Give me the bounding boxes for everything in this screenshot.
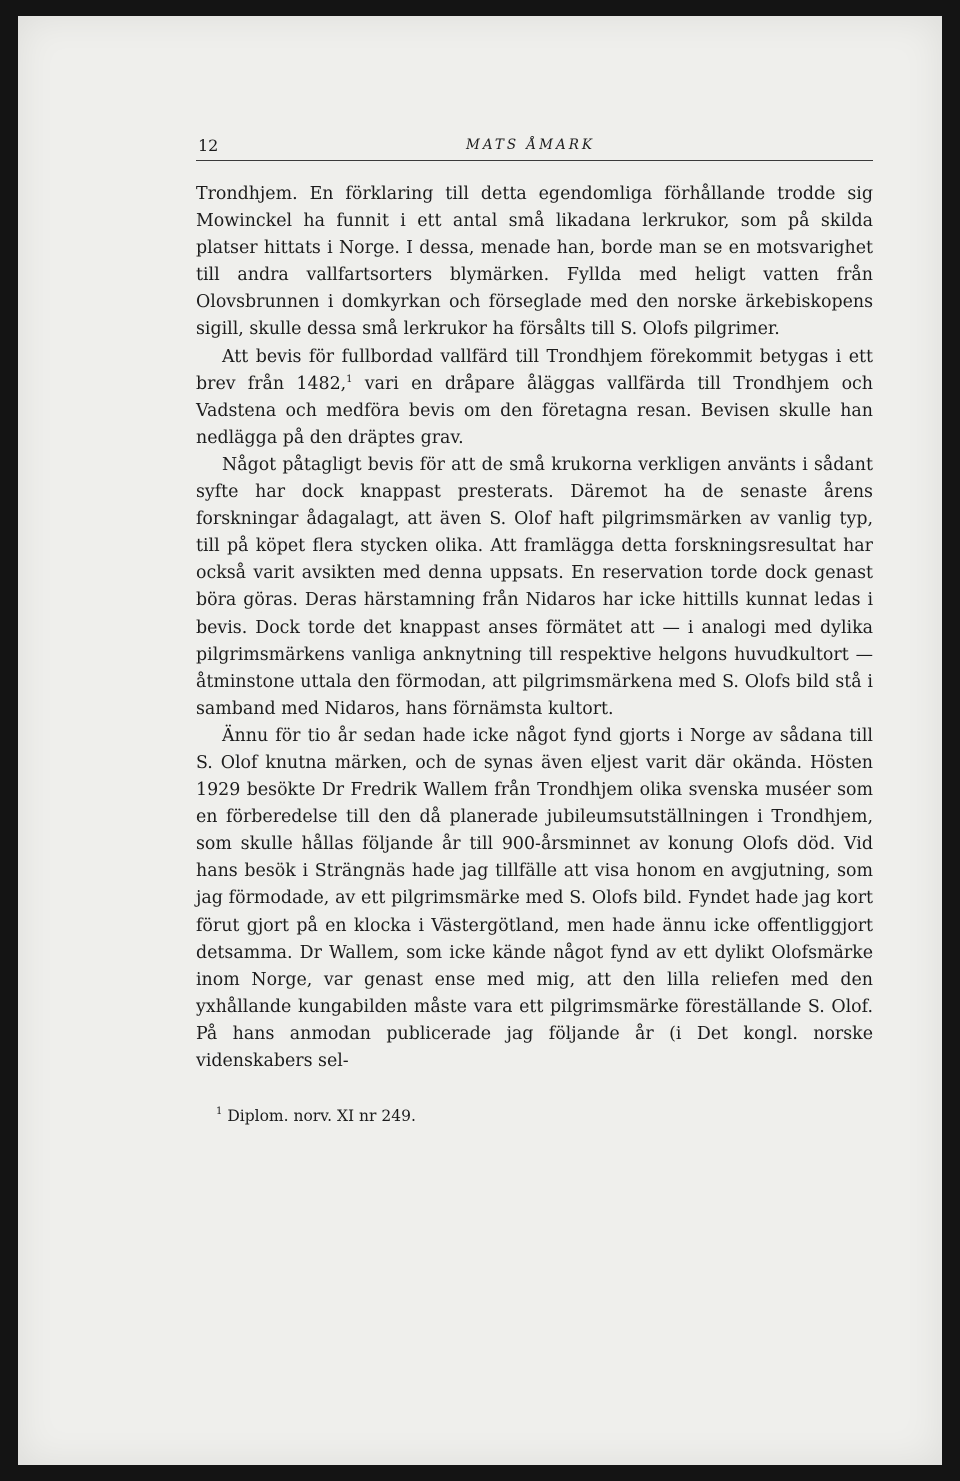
footnote-reference: 1 (346, 373, 353, 385)
page-header (196, 134, 873, 161)
paragraph-text: Att bevis för fullbordad vallfärd till Trondhjem förekommit betygas i ett brev från 1482, (196, 346, 873, 394)
book-page (18, 16, 942, 1465)
paragraph (196, 344, 873, 452)
footnote (196, 1105, 873, 1127)
running-title: MATS ÅMARK (466, 137, 595, 153)
footnote-text: Diplom. norv. XI nr 249. (227, 1107, 416, 1126)
footnote-marker: 1 (216, 1106, 223, 1118)
paragraph: Något påtagligt bevis för att de små krukorna verkligen använts i sådant syfte har dock knappast presterats. Däremot ha de senaste årens forskningar ådagalagt, att även S. Olof haft pilgrimsmärken av vanlig typ, till på köpet flera stycken olika. Att framlägga detta forskningsresultat har också varit avsikten med denna uppsats. En reservation torde dock genast böra göras. Deras härstamning från Nidaros har icke hittills kunnat ledas i bevis. Dock torde det knappast anses förmätet att — i analogi med dylika pilgrimsmärkens vanliga anknytning till respektive helgons huvudkultort — åtminstone uttala den förmodan, att pilgrimsmärkena med S. Olofs bild stå i samband med Nidaros, hans förnämsta kultort. (196, 454, 873, 719)
paragraph: Ännu för tio år sedan hade icke något fynd gjorts i Norge av sådana till S. Olof knutna märken, och de synas även eljest varit där okända. Hösten 1929 besökte Dr Fredrik Wallem från Trondhjem olika svenska muséer som en förberedelse till den då planerade jubileumsutställningen i Trondhjem, som skulle hållas följande år till 900-årsminnet av konung Olofs död. Vid hans besök i Strängnäs hade jag tillfälle att visa honom en avgjutning, som jag förmodade, av ett pilgrimsmärke med S. Olofs bild. Fyndet hade jag kort förut gjort på en klocka i Västergötland, men hade ännu icke offentliggjort detsamma. Dr Wallem, som icke kände något fynd av ett dylikt Olofsmärke inom Norge, var genast ense med mig, att den lilla reliefen med den yxhållande kungabilden måste vara ett pilgrimsmärke föreställande S. Olof. På hans anmodan publicerade jag följande år (i Det kongl. norske videnskabers sel- (196, 725, 873, 1071)
body-text (196, 181, 873, 1075)
paragraph-text: vari en dråpare åläggas vallfärda till Trondhjem och Vadstena och medföra bevis om den företagna resan. Bevisen skulle han nedlägga på den dräptes grav. (196, 373, 873, 448)
paragraph: Trondhjem. En förklaring till detta egendomliga förhållande trodde sig Mowinckel ha funnit i ett antal små likadana lerkrukor, som på skilda platser hittats i Norge. I dessa, menade han, borde man se en motsvarighet till andra vallfartsorters blymärken. Fyllda med heligt vatten från Olovsbrunnen i domkyrkan och förseglade med den norske ärkebiskopens sigill, skulle dessa små lerkrukor ha försålts till S. Olofs pilgrimer. (196, 184, 873, 340)
page-number: 12 (198, 136, 219, 155)
page-content (196, 134, 873, 1127)
